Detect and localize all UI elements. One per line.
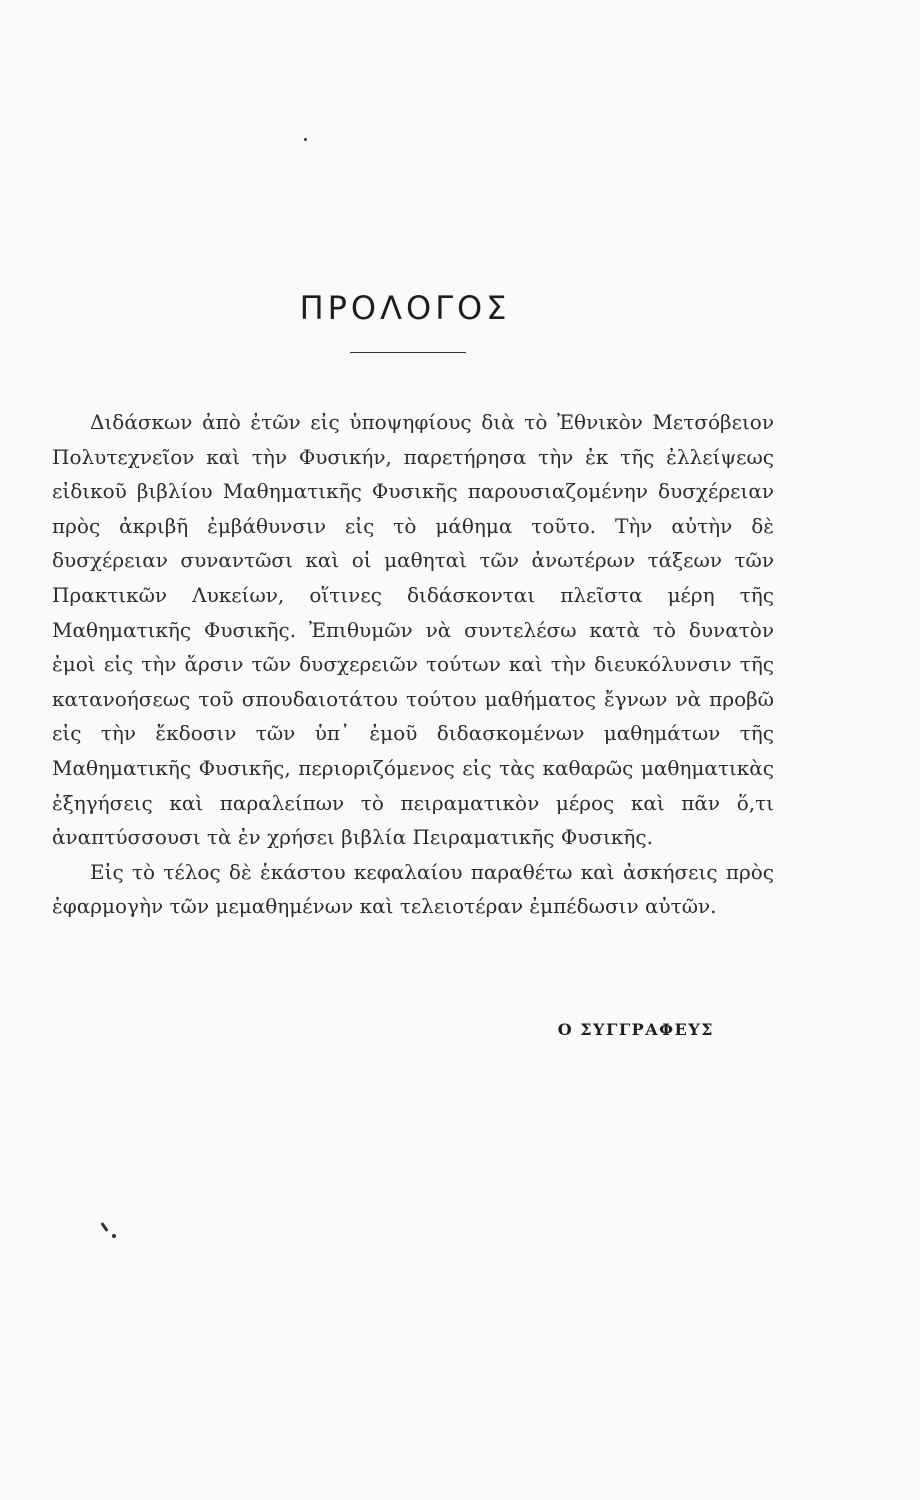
preface-paragraph: Διδάσκων ἀπὸ ἐτῶν εἰς ὑποψηφίους διὰ τὸ Ἐθνικὸν Μετσόβειον Πολυτεχνεῖον καὶ τὴν Φυσικήν, παρετήρησα τὴν ἐκ τῆς ἐλλείψεως εἰδικοῦ βιβλίου Μαθηματικῆς Φυσικῆς παρουσιαζομένην δυσχέρειαν πρὸς ἀκριβῆ ἐμβάθυνσιν εἰς τὸ μάθημα τοῦτο. Τὴν αὐτὴν δὲ δυσχέρειαν συναντῶσι καὶ οἱ μαθηταὶ τῶν ἀνωτέρων τάξεων τῶν Πρακτικῶν Λυκείων, οἵτινες διδάσκονται πλεῖστα μέρη τῆς Μαθηματικῆς Φυσικῆς. Ἐπιθυμῶν νὰ συντελέσω κατὰ τὸ δυνατὸν ἐμοὶ εἰς τὴν ἄρσιν τῶν δυσχερειῶν τούτων καὶ τὴν διευκόλυνσιν τῆς κατανοήσεως τοῦ σπουδαιοτάτου τούτου μαθήματος ἔγνων νὰ προβῶ εἰς τὴν ἔκδοσιν τῶν ὑπ᾽ ἐμοῦ διδασκομένων μαθημάτων τῆς Μαθηματικῆς Φυσικῆς, περιοριζόμενος εἰς τὰς καθαρῶς μαθηματικὰς ἐξηγήσεις καὶ παραλείπων τὸ πειραματικὸν μέρος καὶ πᾶν ὅ,τι ἀναπτύσσουσι τὰ ἐν χρήσει βιβλία Πειραματικῆς Φυσικῆς. — [52, 410, 774, 850]
print-speck — [304, 138, 307, 141]
print-speck — [112, 1234, 116, 1238]
preface-body — [52, 405, 774, 924]
author-signature: Ο ΣΥΓΓΡΑΦΕΥΣ — [557, 1020, 714, 1039]
preface-paragraph: Εἰς τὸ τέλος δὲ ἑκάστου κεφαλαίου παραθέτω καὶ ἀσκήσεις πρὸς ἐφαρμογὴν τῶν μεμαθημένων καὶ τελειοτέραν ἐμπέδωσιν αὐτῶν. — [52, 859, 774, 919]
title-divider — [350, 352, 466, 353]
print-speck — [100, 1222, 108, 1232]
page-title: ΠΡΟΛΟΓΟΣ — [299, 289, 511, 328]
